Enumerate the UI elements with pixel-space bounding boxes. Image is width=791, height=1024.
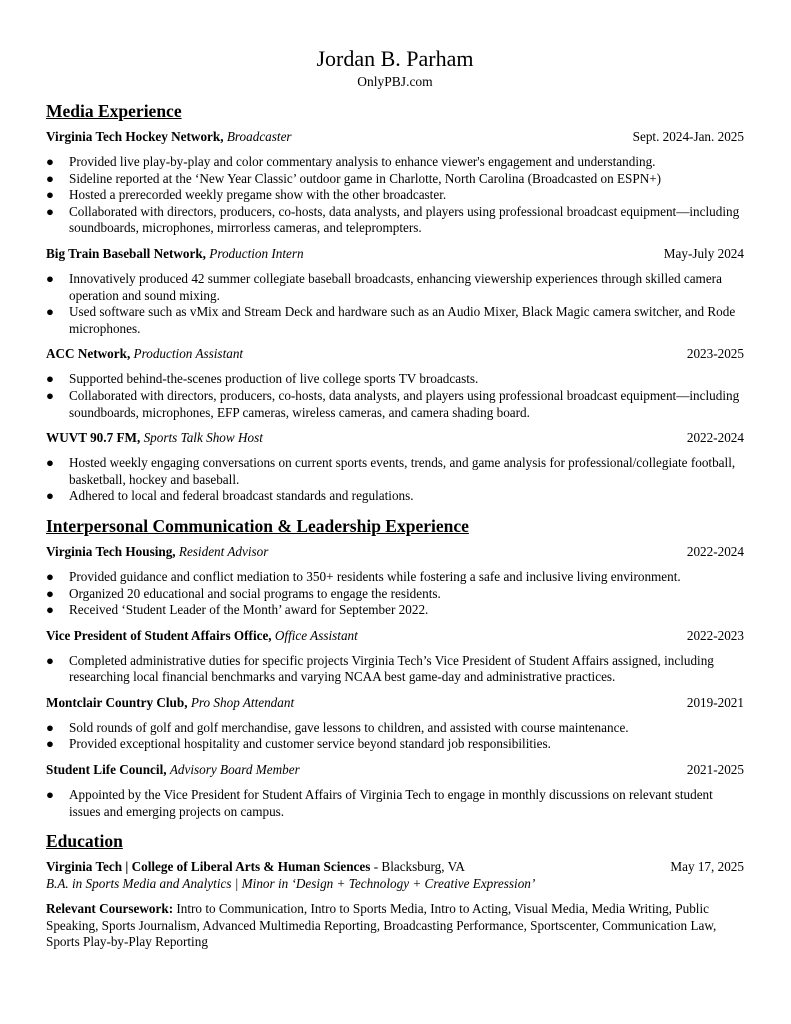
job-title: Production Intern bbox=[209, 245, 304, 261]
bullet-text: Completed administrative duties for specific projects Virginia Tech’s Vice President of Student Affairs assigned, including researching local financial benchmarks and varying NCAA best game-day and administrative practices. bbox=[69, 652, 714, 685]
job-title: Production Assistant bbox=[133, 346, 244, 362]
bullet-text: Hosted a prerecorded weekly pregame show with the other broadcaster. bbox=[69, 187, 447, 203]
bullet-text: Used software such as vMix and Stream Deck and hardware such as an Audio Mixer, Black Magic camera switcher, and Rode microphones. bbox=[69, 304, 736, 336]
bullet-dot-icon: ● bbox=[46, 455, 54, 471]
website-link[interactable]: OnlyPBJ.com bbox=[357, 74, 433, 89]
bullet-item bbox=[46, 187, 744, 204]
bullet-list bbox=[46, 154, 744, 237]
bullet-text: Provided live play-by-play and color commentary analysis to enhance viewer's engagement and understanding. bbox=[69, 154, 656, 169]
bullet-list bbox=[46, 569, 744, 619]
job-title: Sports Talk Show Host bbox=[143, 430, 263, 446]
bullet-text: Provided exceptional hospitality and customer service beyond standard job responsibilities. bbox=[69, 736, 551, 752]
bullet-text: Collaborated with directors, producers, co-hosts, data analysts, and players using professional broadcast equipment—including soundboards, microphones, mirrorless cameras, and teleprompters. bbox=[69, 203, 740, 236]
bullet-item bbox=[46, 171, 744, 188]
bullet-dot-icon: ● bbox=[46, 371, 54, 387]
role-date: Sept. 2024-Jan. 2025 bbox=[632, 129, 744, 144]
bullet-text: Organized 20 educational and social programs to engage the residents. bbox=[69, 585, 441, 601]
bullet-item bbox=[46, 569, 744, 586]
job-title: Resident Advisor bbox=[178, 543, 269, 559]
leadership-experience-section bbox=[46, 515, 744, 820]
section-title: Education bbox=[46, 831, 123, 852]
education-line bbox=[46, 858, 744, 875]
bullet-dot-icon: ● bbox=[46, 387, 54, 403]
bullet-text: Collaborated with directors, producers, co-hosts, data analysts, and players using professional broadcast equipment—including soundboards, microphones, EFP cameras, wireless cameras, and camera shading board. bbox=[69, 387, 740, 420]
coursework bbox=[46, 901, 744, 951]
bullet-dot-icon: ● bbox=[46, 736, 54, 752]
bullet-list bbox=[46, 653, 744, 686]
bullet-item bbox=[46, 586, 744, 603]
coursework-label: Relevant Coursework: bbox=[46, 901, 174, 917]
media-roles bbox=[46, 128, 744, 505]
role-header bbox=[46, 627, 744, 644]
bullet-text: Sold rounds of golf and golf merchandise, gave lessons to children, and assisted with course maintenance. bbox=[69, 719, 629, 735]
bullet-item bbox=[46, 653, 744, 686]
education-section bbox=[46, 830, 744, 951]
role-entry bbox=[46, 627, 744, 686]
role-date: 2022-2023 bbox=[686, 627, 744, 643]
section-title: Media Experience bbox=[46, 101, 182, 121]
role-org-title bbox=[46, 694, 294, 711]
bullet-dot-icon: ● bbox=[46, 602, 54, 618]
role-date: 2022-2024 bbox=[686, 430, 744, 446]
role-entry bbox=[46, 543, 744, 619]
role-entry bbox=[46, 345, 744, 421]
bullet-text: Provided guidance and conflict mediation to 350+ residents while fostering a safe and inclusive living environment. bbox=[69, 568, 681, 584]
bullet-dot-icon: ● bbox=[46, 585, 54, 601]
role-entry bbox=[46, 128, 744, 237]
role-header bbox=[46, 245, 744, 262]
bullet-text: Appointed by the Vice President for Student Affairs of Virginia Tech to engage in monthly discussions on relevant student issues and emerging projects on campus. bbox=[69, 787, 713, 819]
job-title: Broadcaster bbox=[226, 129, 292, 144]
bullet-dot-icon: ● bbox=[46, 787, 54, 803]
media-experience-section bbox=[46, 100, 744, 505]
organization-name: Virginia Tech Hockey Network, bbox=[46, 129, 224, 144]
person-name: Jordan B. Parham bbox=[316, 46, 474, 71]
bullet-dot-icon: ● bbox=[46, 170, 54, 186]
bullet-list bbox=[46, 271, 744, 337]
bullet-list bbox=[46, 720, 744, 753]
role-org-title bbox=[46, 245, 304, 262]
role-date: May-July 2024 bbox=[663, 245, 744, 261]
job-title: Pro Shop Attendant bbox=[190, 694, 295, 710]
bullet-list bbox=[46, 455, 744, 505]
role-org-title bbox=[46, 761, 300, 778]
role-org-title bbox=[46, 543, 268, 560]
resume-page bbox=[46, 44, 744, 951]
coursework-list: Intro to Communication, Intro to Sports Media, Intro to Acting, Visual Media, Media Writing, Public Speaking, Sports Journalism, Advanced Multimedia Reporting, Broadcasting Performance, Sportscenter, Communication Law, Sports Play-by-Play Reporting bbox=[46, 901, 717, 950]
bullet-item bbox=[46, 488, 744, 505]
bullet-text: Sideline reported at the ‘New Year Classic’ outdoor game in Charlotte, North Carolina (Broadcasted on ESPN+) bbox=[69, 170, 662, 186]
section-title: Interpersonal Communication & Leadership Experience bbox=[46, 515, 469, 536]
organization-name: Virginia Tech Housing, bbox=[46, 543, 176, 559]
graduation-date: May 17, 2025 bbox=[670, 859, 744, 875]
bullet-item bbox=[46, 388, 744, 421]
job-title: Office Assistant bbox=[274, 627, 358, 643]
bullet-text: Received ‘Student Leader of the Month’ award for September 2022. bbox=[69, 602, 429, 618]
role-org-title bbox=[46, 429, 263, 446]
bullet-dot-icon: ● bbox=[46, 304, 54, 320]
bullet-item bbox=[46, 602, 744, 619]
organization-name: ACC Network, bbox=[46, 346, 131, 362]
school-location: - Blacksburg, VA bbox=[370, 859, 465, 875]
bullet-list bbox=[46, 371, 744, 421]
school-line bbox=[46, 858, 465, 875]
role-org-title bbox=[46, 345, 243, 362]
role-entry bbox=[46, 429, 744, 505]
school-name: Virginia Tech | College of Liberal Arts & Human Sciences bbox=[46, 859, 371, 875]
organization-name: WUVT 90.7 FM, bbox=[46, 430, 141, 446]
role-entry bbox=[46, 694, 744, 753]
bullet-dot-icon: ● bbox=[46, 154, 54, 169]
role-header bbox=[46, 429, 744, 446]
bullet-item bbox=[46, 736, 744, 753]
role-header bbox=[46, 345, 744, 362]
bullet-text: Innovatively produced 42 summer collegiate baseball broadcasts, enhancing viewership experiences through skilled camera operation and sound mixing. bbox=[69, 270, 722, 303]
bullet-text: Hosted weekly engaging conversations on current sports events, trends, and game analysis for professional/collegiate football, basketball, hockey and baseball. bbox=[69, 455, 736, 487]
bullet-list bbox=[46, 787, 744, 820]
bullet-item bbox=[46, 271, 744, 304]
role-date: 2021-2025 bbox=[686, 762, 744, 778]
role-date: 2022-2024 bbox=[686, 543, 744, 559]
bullet-dot-icon: ● bbox=[46, 568, 54, 584]
role-org-title bbox=[46, 627, 358, 644]
bullet-item bbox=[46, 455, 744, 488]
bullet-text: Supported behind-the-scenes production of live college sports TV broadcasts. bbox=[69, 371, 479, 387]
organization-name: Student Life Council, bbox=[46, 762, 167, 778]
role-date: 2019-2021 bbox=[686, 694, 744, 710]
organization-name: Big Train Baseball Network, bbox=[46, 245, 206, 261]
bullet-dot-icon: ● bbox=[46, 270, 54, 286]
organization-name: Montclair Country Club, bbox=[46, 694, 188, 710]
bullet-dot-icon: ● bbox=[46, 203, 54, 219]
role-date: 2023-2025 bbox=[686, 346, 744, 362]
bullet-item bbox=[46, 154, 744, 171]
role-header bbox=[46, 543, 744, 560]
role-header bbox=[46, 694, 744, 711]
bullet-item bbox=[46, 304, 744, 337]
role-org-title bbox=[46, 128, 292, 145]
role-header bbox=[46, 761, 744, 778]
role-header bbox=[46, 128, 744, 145]
leadership-roles bbox=[46, 543, 744, 820]
bullet-item bbox=[46, 720, 744, 737]
organization-name: Vice President of Student Affairs Office, bbox=[46, 627, 272, 643]
bullet-dot-icon: ● bbox=[46, 488, 54, 504]
role-entry bbox=[46, 761, 744, 820]
bullet-item bbox=[46, 371, 744, 388]
resume-header bbox=[46, 44, 744, 90]
degree: B.A. in Sports Media and Analytics | Minor in ‘Design + Technology + Creative Expression’ bbox=[46, 876, 536, 892]
job-title: Advisory Board Member bbox=[169, 762, 300, 778]
bullet-item bbox=[46, 204, 744, 237]
bullet-dot-icon: ● bbox=[46, 652, 54, 668]
role-entry bbox=[46, 245, 744, 337]
bullet-text: Adhered to local and federal broadcast standards and regulations. bbox=[69, 488, 414, 504]
bullet-dot-icon: ● bbox=[46, 719, 54, 735]
bullet-item bbox=[46, 787, 744, 820]
bullet-dot-icon: ● bbox=[46, 187, 54, 203]
